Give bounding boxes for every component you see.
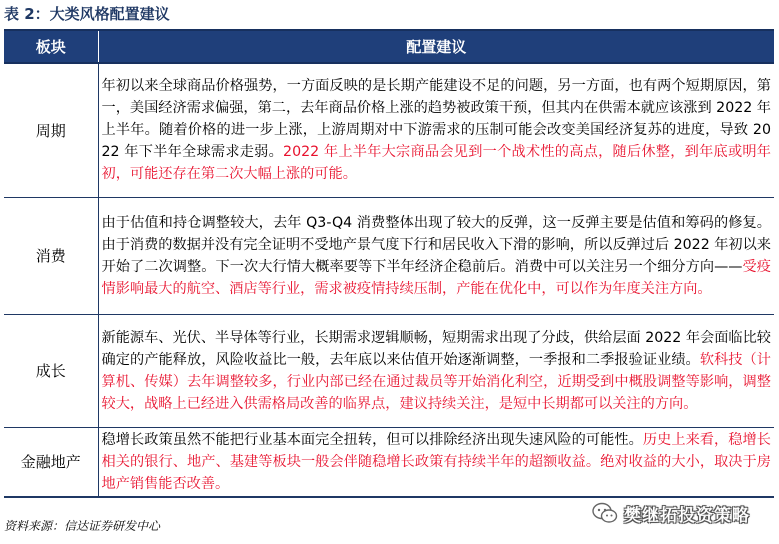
suggestion-highlight: 2022 年上半年大宗商品会见到一个战术性的高点，随后休整，到年底或明年初，可能还存在第二次大幅上涨的可能。 — [101, 144, 771, 183]
suggestion-text: 由于估值和持仓调整较大，去年 Q3-Q4 消费整体出现了较大的反弹，这一反弹主要是估值和筹码的修复。由于消费的数据并没有完全证明不受地产景气度下行和居民收入下滑的影响，所以反弹过后 2022 年初以来开始了二次调整。下一次大行情大概率要等下半年经济企稳前后。消费中可以关注另一个细分方向—— — [101, 214, 771, 275]
suggestion-text: 稳增长政策虽然不能把行业基本面完全扭转，但可以排除经济出现失速风险的可能性。 — [101, 431, 643, 448]
sector-cell: 消费 — [4, 197, 98, 314]
suggestion-highlight: 受疫情影响最大的航空、酒店等行业，需求被疫情持续压制，产能在优化中，可以作为年度关注方向。 — [101, 258, 771, 297]
sector-cell: 成长 — [4, 314, 98, 427]
table-row — [4, 63, 774, 197]
table-title: 表 2：大类风格配置建议 — [4, 5, 170, 23]
suggestion-cell — [98, 314, 774, 427]
watermark — [592, 499, 750, 527]
header-sector: 板块 — [4, 30, 98, 63]
table-row — [4, 314, 774, 427]
suggestion-text: 新能源车、光伏、半导体等行业，长期需求逻辑顺畅，短期需求出现了分歧，供给层面 2022 年会面临比较确定的产能释放，风险收益比一般，去年底以来估值开始逐渐调整，一季报和二季报验证业绩。 — [101, 329, 771, 368]
suggestion-highlight: 历史上来看，稳增长相关的银行、地产、基建等板块一般会伴随稳增长政策有持续半年的超额收益。绝对收益的大小，取决于房地产销售能否改善。 — [101, 431, 771, 492]
suggestion-highlight: 软科技（计算机、传媒）去年调整较多，行业内部已经在通过裁员等开始消化利空，近期受到中概股调整等影响，调整较大，战略上已经进入供需格局改善的临界点，建议持续关注，是短中长期都可以关注的方向。 — [101, 351, 771, 412]
sector-cell: 周期 — [4, 63, 98, 197]
suggestion-cell — [98, 63, 774, 197]
header-suggestion: 配置建议 — [98, 30, 774, 63]
table-row — [4, 427, 774, 497]
suggestion-text: 年初以来全球商品价格强势，一方面反映的是长期产能建设不足的问题，另一方面，也有两个短期原因，第一，美国经济需求偏强，第二，去年商品价格上涨的趋势被政策干预，但其内在供需本就应该涨到 2022 年上半年。随着价格的进一步上涨，上游周期对中下游需求的压制可能会改变美国经济复苏的进度，导致 2022 年下半年全球需求走弱。 — [101, 78, 771, 161]
source-note: 资料来源：信达证券研发中心 — [4, 519, 161, 533]
suggestion-cell — [98, 197, 774, 314]
sector-cell: 金融地产 — [4, 427, 98, 497]
table-row — [4, 197, 774, 314]
allocation-table — [4, 29, 774, 498]
suggestion-cell — [98, 427, 774, 497]
watermark-text: 樊继拓投资策略 — [624, 505, 750, 526]
wechat-icon — [592, 502, 618, 524]
table-header-row — [4, 30, 774, 63]
